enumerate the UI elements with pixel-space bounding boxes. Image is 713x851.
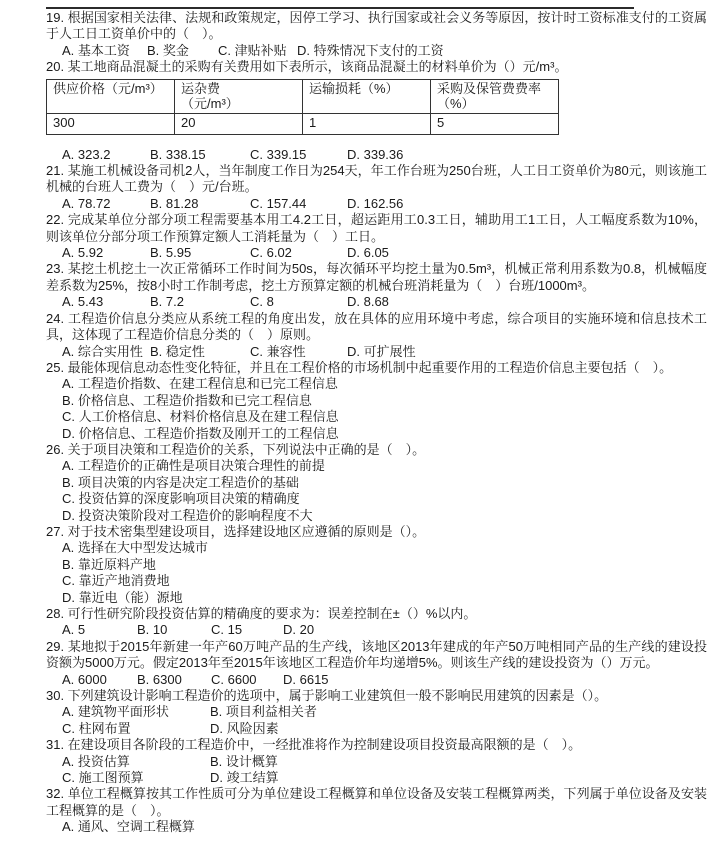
question-23-stem: 23. 某挖土机挖土一次正常循环工作时间为50s，每次循环平均挖土量为0.5m³，机械正常利用系数为0.8，机械幅度差系数为25%，按8小时工作制考虑，挖土方预算定额的机械台班消耗量为（ ）台班/1000m³。 [46, 261, 707, 293]
question-30-options-row-2 [46, 721, 707, 737]
question-27-option-d: D. 靠近电（能）源地 [62, 589, 183, 605]
question-23-option-c: C. 8 [250, 294, 274, 310]
question-30-option-d: D. 风险因素 [210, 720, 279, 736]
header-line: 运输损耗（%） [309, 80, 399, 96]
question-26-stem: 26. 关于项目决策和工程造价的关系，下列说法中正确的是（ ）。 [46, 441, 426, 457]
question-31-option-a: A. 投资估算 [62, 753, 130, 769]
question-20-stem: 20. 某工地商品混凝土的采购有关费用如下表所示，该商品混凝土的材料单价为（）元/m³。 [46, 59, 568, 75]
question-22-option-a: A. 5.92 [62, 245, 104, 261]
question-19-option-a: A. 基本工资 [62, 42, 130, 58]
question-22-option-b: B. 5.95 [150, 245, 192, 261]
question-26 [46, 442, 707, 524]
question-31-stem: 31. 在建设项目各阶段的工程造价中，一经批准将作为控制建设项目投资最高限额的是（ ）。 [46, 737, 582, 753]
question-28-option-b: B. 10 [137, 622, 168, 638]
question-25-option-b: B. 价格信息、工程造价指数和已完工程信息 [62, 392, 312, 408]
question-31-option-b: B. 设计概算 [210, 753, 278, 769]
question-23-option-a: A. 5.43 [62, 294, 104, 310]
question-24-option-d: D. 可扩展性 [347, 343, 416, 359]
header-line: 采购及保管费费率 [437, 80, 542, 96]
question-24-option-b: B. 稳定性 [150, 343, 205, 359]
question-19-option-c: C. 津贴补贴 [218, 42, 287, 58]
header-line: （%） [437, 96, 475, 112]
question-26-option-c: C. 投资估算的深度影响项目决策的精确度 [62, 491, 300, 507]
question-26-option-a: A. 工程造价的正确性是项目决策合理性的前提 [62, 458, 325, 474]
question-19-option-b: B. 奖金 [147, 42, 189, 58]
question-23 [46, 261, 707, 310]
header-transport-loss [303, 79, 431, 113]
question-29-stem: 29. 某地拟于2015年新建一年产60万吨产品的生产线，该地区2013年建成的年产50万吨相同产品的生产线的建设投资额为5000万元。假定2013年至2015年该地区工程造价年均递增5%。则该生产线的建设投资为（）万元。 [46, 638, 707, 671]
question-19 [46, 10, 707, 59]
question-20-option-a: A. 323.2 [62, 146, 111, 162]
question-23-option-b: B. 7.2 [150, 294, 184, 310]
question-24 [46, 311, 707, 360]
question-24-stem: 24. 工程造价信息分类应从系统工程的角度出发，放在具体的应用环境中考虑，综合项目的实施环境和信息技术工具，这体现了工程造价信息分类的（ ）原则。 [46, 310, 707, 343]
question-21-options-row [46, 196, 707, 212]
question-31-option-c: C. 施工图预算 [62, 770, 144, 786]
question-19-option-d: D. 特殊情况下支付的工资 [297, 42, 444, 58]
question-30-options-row-1 [46, 704, 707, 720]
question-23-options-row [46, 294, 707, 310]
question-28-option-d: D. 20 [283, 622, 315, 638]
header-line: （元/m³） [181, 96, 239, 112]
header-freight [175, 79, 303, 113]
question-28-stem: 28. 可行性研究阶段投资估算的精确度的要求为：误差控制在±（）%以内。 [46, 606, 477, 621]
question-20-option-d: D. 339.36 [347, 146, 404, 162]
cell-freight: 20 [175, 113, 303, 134]
table-header-row [47, 79, 559, 113]
question-32-option-a: A. 通风、空调工程概算 [62, 819, 195, 835]
question-21-option-c: C. 157.44 [250, 195, 307, 211]
question-21 [46, 163, 707, 212]
cell-transport-loss: 1 [303, 113, 431, 134]
question-30-option-c: C. 柱网布置 [62, 720, 131, 736]
question-31-options-row-1 [46, 754, 707, 770]
question-28-option-c: C. 15 [211, 622, 243, 638]
question-20-option-b: B. 338.15 [150, 146, 206, 162]
question-27 [46, 524, 707, 606]
question-20-option-c: C. 339.15 [250, 146, 307, 162]
question-30-option-b: B. 项目利益相关者 [210, 704, 317, 720]
question-28 [46, 606, 707, 639]
question-24-option-c: C. 兼容性 [250, 343, 306, 359]
question-22-stem: 22. 完成某单位分部分项工程需要基本用工4.2工日，超运距用工0.3工日，辅助用工1工日，人工幅度系数为10%，则该单位分部分项工作预算定额人工消耗量为（ ）工日。 [46, 212, 707, 244]
question-32 [46, 786, 707, 835]
question-23-option-d: D. 8.68 [347, 294, 389, 310]
question-22-option-c: C. 6.02 [250, 245, 292, 261]
question-21-option-b: B. 81.28 [150, 195, 199, 211]
question-21-option-a: A. 78.72 [62, 195, 111, 211]
question-29-option-d: D. 6615 [283, 671, 329, 687]
question-22-options-row [46, 245, 707, 261]
question-19-stem: 19. 根据国家相关法律、法规和政策规定，因停工学习、执行国家或社会义务等原因，按计时工资标准支付的工资属于人工日工资单价中的（ ）。 [46, 10, 707, 42]
question-22 [46, 212, 707, 261]
question-21-option-d: D. 162.56 [347, 195, 404, 211]
question-31-options-row-2 [46, 770, 707, 786]
question-25-option-a: A. 工程造价指数、在建工程信息和已完工程信息 [62, 376, 338, 392]
cell-supply-price: 300 [47, 113, 175, 134]
question-32-stem: 32. 单位工程概算按其工作性质可分为单位建设工程概算和单位设备及安装工程概算两类，下列属于单位设备及安装工程概算的是（ ）。 [46, 786, 707, 818]
question-21-stem: 21. 某施工机械设备司机2人，当年制度工作日为254天，年工作台班为250台班，人工日工资单价为80元，则该施工机械的台班人工费为（ ）元/台班。 [46, 163, 707, 195]
header-line: 运杂费 [181, 80, 221, 96]
question-29 [46, 639, 707, 688]
question-26-option-b: B. 项目决策的内容是决定工程造价的基础 [62, 474, 299, 490]
question-22-option-d: D. 6.05 [347, 245, 389, 261]
question-29-option-b: B. 6300 [137, 671, 182, 687]
question-29-option-c: C. 6600 [211, 671, 257, 687]
question-27-stem: 27. 对于技术密集型建设项目，选择建设地区应遵循的原则是（）。 [46, 523, 426, 539]
question-30-option-a: A. 建筑物平面形状 [62, 704, 169, 720]
question-27-option-c: C. 靠近产地消费地 [62, 573, 170, 589]
table-data-row [47, 113, 559, 134]
question-25-option-c: C. 人工价格信息、材料价格信息及在建工程信息 [62, 409, 339, 425]
question-31-option-d: D. 竣工结算 [210, 770, 279, 786]
concrete-cost-table [46, 79, 559, 135]
question-24-option-a: A. 综合实用性 [62, 343, 143, 359]
question-28-option-a: A. 5 [62, 622, 86, 638]
question-28-options-row [46, 622, 707, 638]
question-25-option-d: D. 价格信息、工程造价指数及刚开工的工程信息 [62, 425, 339, 441]
question-30 [46, 688, 707, 737]
question-25-stem: 25. 最能体现信息动态性变化特征，并且在工程价格的市场机制中起重要作用的工程造价信息主要包括（ ）。 [46, 359, 673, 375]
header-procurement-rate [431, 79, 559, 113]
question-27-option-a: A. 选择在大中型发达城市 [62, 540, 208, 556]
cell-procurement-rate: 5 [431, 113, 559, 134]
question-24-options-row [46, 344, 707, 360]
header-supply-price [47, 79, 175, 113]
question-26-option-d: D. 投资决策阶段对工程造价的影响程度不大 [62, 507, 313, 523]
question-20-options-row [46, 147, 707, 163]
question-25 [46, 360, 707, 442]
header-line: 供应价格（元/m³） [53, 80, 163, 96]
question-31 [46, 737, 707, 786]
question-19-options-row [46, 43, 707, 59]
question-30-stem: 30. 下列建筑设计影响工程造价的选项中，属于影响工业建筑但一般不影响民用建筑的因素是（）。 [46, 688, 608, 704]
question-29-option-a: A. 6000 [62, 671, 107, 687]
question-29-options-row [46, 672, 707, 688]
question-27-option-b: B. 靠近原料产地 [62, 556, 156, 572]
header-divider [46, 7, 634, 9]
question-20 [46, 59, 707, 163]
